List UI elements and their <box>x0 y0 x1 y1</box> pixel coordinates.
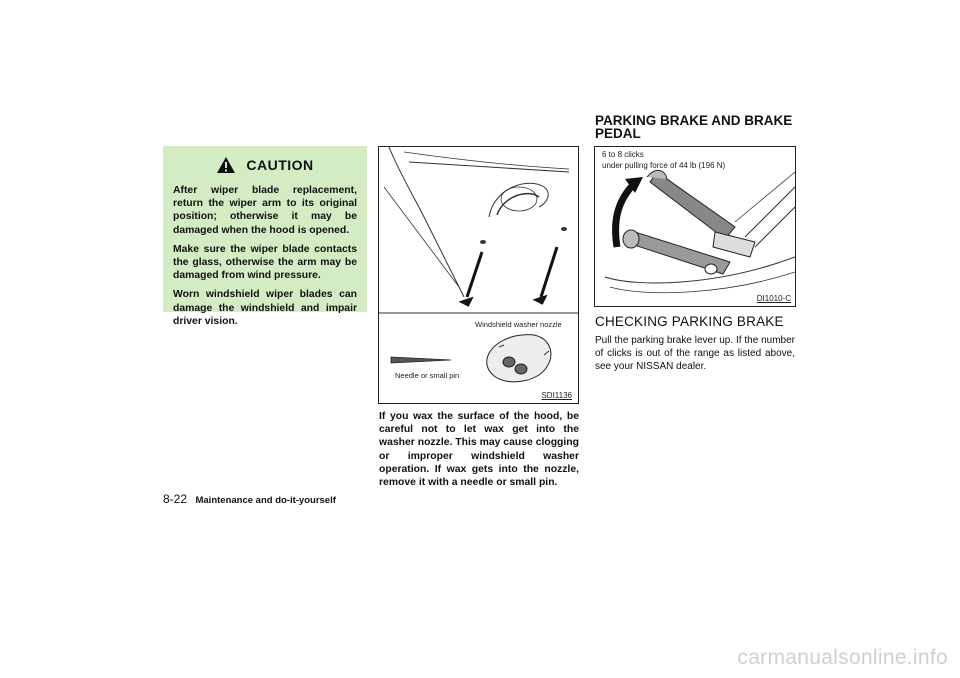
washer-nozzle-figure <box>378 146 579 404</box>
parking-brake-illustration <box>595 147 795 306</box>
caution-paragraph: Worn windshield wiper blades can damage the windshield and impair driver vision. <box>173 289 357 327</box>
caution-box <box>163 146 367 327</box>
checking-title: CHECKING PARKING BRAKE <box>595 314 784 329</box>
section-title: PARKING BRAKE AND BRAKE PEDAL <box>595 113 793 141</box>
checking-text: Pull the parking brake lever up. If the number of clicks is out of the range as listed above, see your NISSAN dealer. <box>595 335 795 373</box>
needle-label: Needle or small pin <box>395 371 460 380</box>
watermark: carmanualsonline.info <box>737 646 948 669</box>
page-footer <box>163 490 336 508</box>
figure-code: SDI1136 <box>541 391 572 400</box>
clicks-label: 6 to 8 clicks <box>602 150 644 159</box>
caution-paragraph: After wiper blade replacement, return the wiper arm to its original position; otherwise it may be damaged when the hood is opened. <box>173 185 357 236</box>
caution-paragraph: Make sure the wiper blade contacts the glass, otherwise the arm may be damaged from wind pressure. <box>173 243 357 282</box>
force-label: under pulling force of 44 lb (196 N) <box>602 161 726 170</box>
parking-brake-figure <box>594 146 796 307</box>
caution-title: CAUTION <box>246 157 314 173</box>
caution-header <box>173 152 357 178</box>
page-number: 8-22 <box>163 492 188 506</box>
warning-icon <box>216 156 236 174</box>
figure-code: DI1010-C <box>756 294 791 303</box>
washer-note: If you wax the surface of the hood, be careful not to let wax get into the washer nozzle. This may cause clogging or improper windshield washer operation. If wax gets into the nozzle, remove it with a needle or small pin. <box>379 411 579 489</box>
hood-illustration <box>379 147 578 403</box>
nozzle-label: Windshield washer nozzle <box>475 320 562 329</box>
footer-section-label: Maintenance and do-it-yourself <box>195 495 336 506</box>
